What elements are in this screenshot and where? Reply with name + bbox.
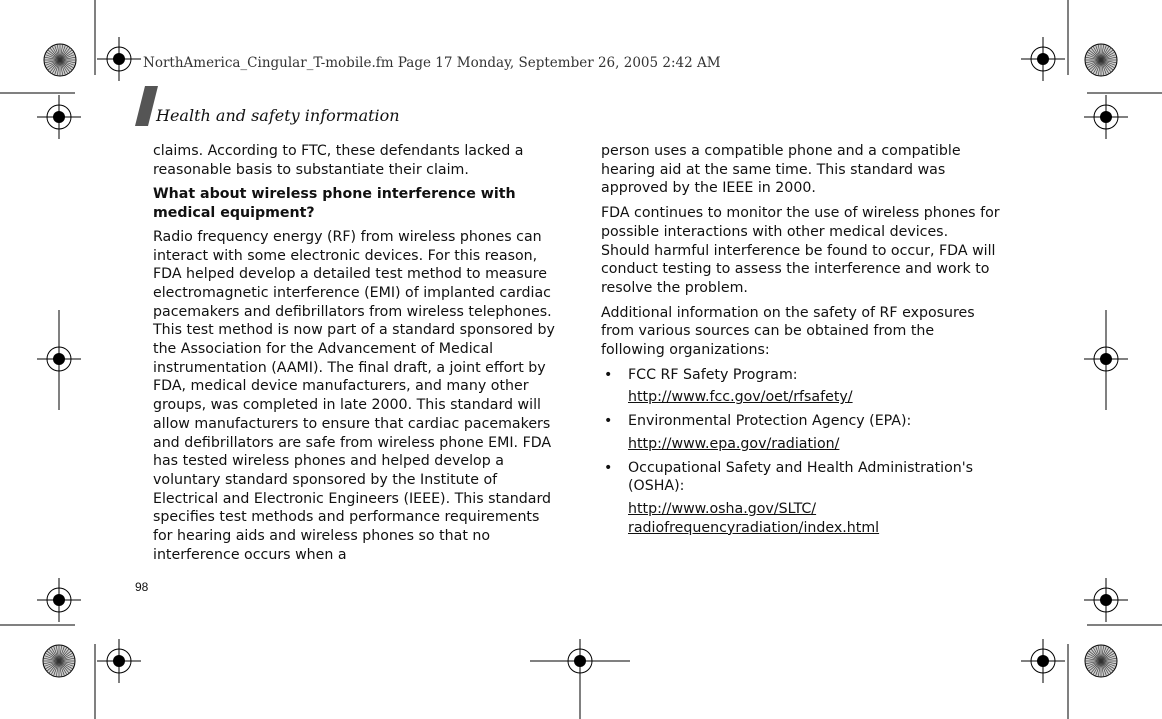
paragraph: Additional information on the safety of RF exposures from various sources can be obtained from the following organizations: bbox=[601, 304, 975, 359]
list-item bbox=[601, 459, 1001, 496]
list-item bbox=[601, 366, 1001, 385]
paragraph: claims. According to FTC, these defendants lacked a reasonable basis to substantiate their claim. bbox=[153, 143, 524, 178]
framemaker-header: NorthAmerica_Cingular_T-mobile.fm Page 17 Monday, September 26, 2005 2:42 AM bbox=[143, 55, 721, 71]
list-item-label: FCC RF Safety Program: bbox=[628, 366, 798, 383]
link-fcc[interactable]: http://www.fcc.gov/oet/rfsafety/ bbox=[628, 389, 853, 406]
paragraph: FDA continues to monitor the use of wireless phones for possible interactions with other medical devices. Should harmful interference be found to occur, FDA will conduct testing to assess the interference and work to resolve the problem. bbox=[601, 205, 1000, 296]
link-osha[interactable]: http://www.osha.gov/SLTC/ radiofrequencyradiation/index.html bbox=[628, 500, 880, 536]
bullet-icon: • bbox=[604, 366, 613, 383]
list-item-label: Environmental Protection Agency (EPA): bbox=[628, 413, 912, 430]
right-column bbox=[601, 142, 1001, 542]
left-column bbox=[153, 142, 563, 570]
paragraph: Radio frequency energy (RF) from wireless phones can interact with some electronic devices. For this reason, FDA helped develop a detailed test method to measure electromagnetic interference (EMI) of implanted cardiac pacemakers and defibrillators from wireless telephones. This test method is now part of a standard sponsored by the Association for the Advancement of Medical instrumentation (AAMI). The final draft, a joint effort by FDA, medical device manufacturers, and many other groups, was completed in late 2000. This standard will allow manufacturers to ensure that cardiac pacemakers and defibrillators are safe from wireless phone EMI. FDA has tested wireless phones and helped develop a voluntary standard sponsored by the Institute of Electrical and Electronic Engineers (IEEE). This standard specifies test methods and performance requirements for hearing aids and wireless phones so that no interference occurs when a bbox=[153, 228, 555, 563]
link-epa[interactable]: http://www.epa.gov/radiation/ bbox=[628, 435, 840, 452]
bullet-icon: • bbox=[604, 459, 613, 476]
bullet-icon: • bbox=[604, 413, 613, 430]
list-item bbox=[601, 412, 1001, 431]
section-title: Health and safety information bbox=[156, 106, 400, 125]
list-item-label: Occupational Safety and Health Administration's (OSHA): bbox=[628, 459, 974, 495]
page-number: 98 bbox=[135, 580, 149, 594]
subheading: What about wireless phone interference with medical equipment? bbox=[153, 186, 516, 222]
paragraph: person uses a compatible phone and a compatible hearing aid at the same time. This standard was approved by the IEEE in 2000. bbox=[601, 143, 961, 197]
